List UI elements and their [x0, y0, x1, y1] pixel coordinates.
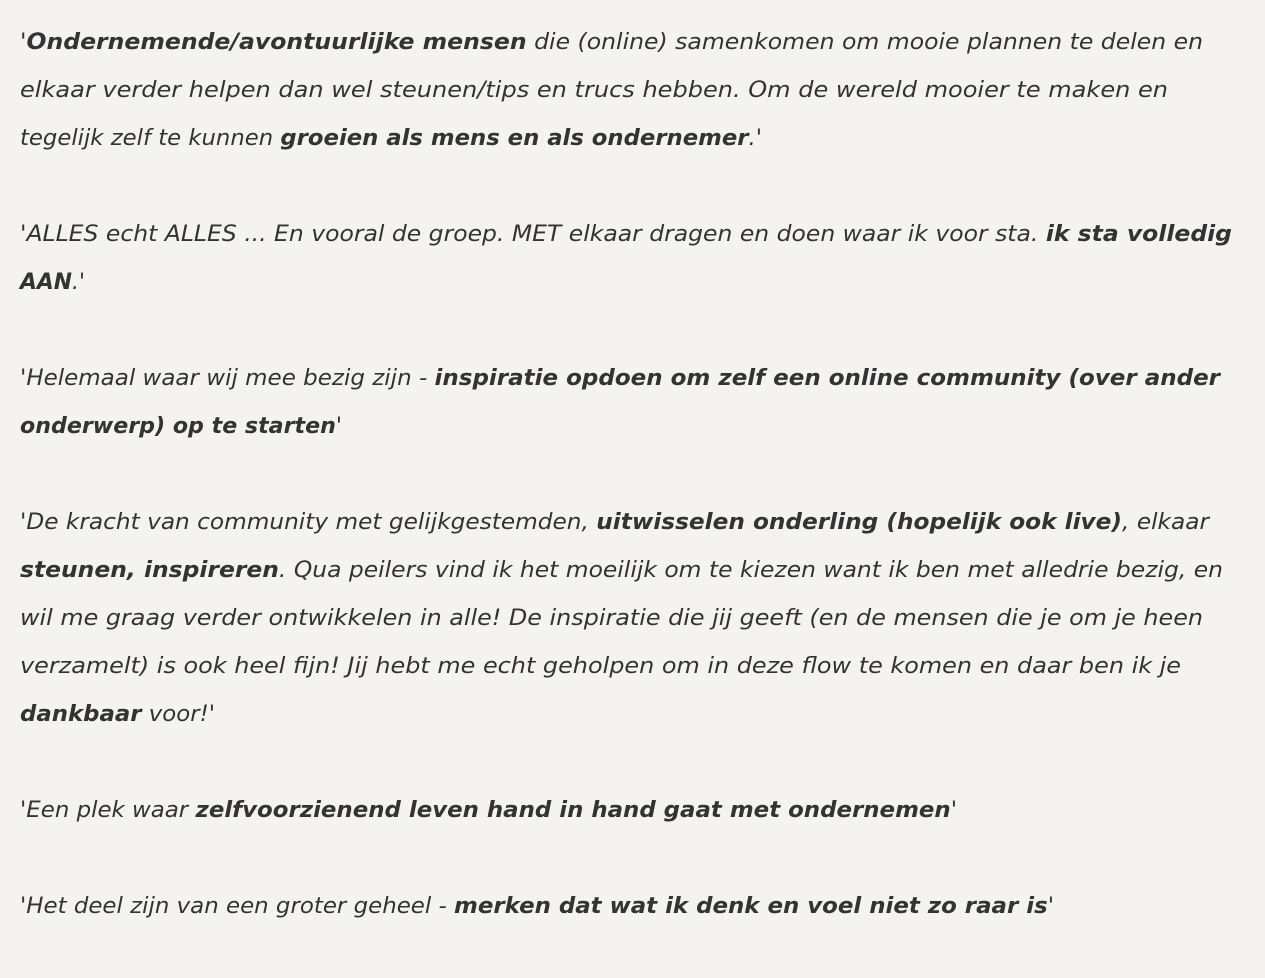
quote-text: ': [950, 797, 957, 823]
quote-text: ': [20, 29, 27, 55]
quote-2: [20, 210, 1245, 306]
emphasis-text: uitwisselen onderling (hopelijk ook live): [596, 509, 1123, 535]
quote-line: [20, 114, 762, 162]
emphasis-text: ik sta volledig: [1045, 221, 1232, 247]
quote-text: wil me graag verder ontwikkelen in alle! De inspiratie die jij geeft (en de mensen die je om je heen: [20, 605, 1203, 631]
emphasis-text: dankbaar: [20, 701, 142, 727]
quote-text: , elkaar: [1122, 509, 1209, 535]
emphasis-text: inspiratie opdoen om zelf een online community (over ander: [434, 365, 1220, 391]
quote-line: [20, 882, 1054, 930]
quote-text: 'Het deel zijn van een groter geheel -: [20, 893, 455, 919]
quote-line: [20, 354, 1220, 402]
quote-5: [20, 786, 1245, 834]
quote-line: [20, 690, 215, 738]
quote-text: tegelijk zelf te kunnen: [20, 125, 281, 151]
emphasis-text: zelfvoorzienend leven hand in hand gaat met ondernemen: [195, 797, 951, 823]
quote-line: [20, 18, 1203, 66]
quote-text: 'Helemaal waar wij mee bezig zijn -: [20, 365, 435, 391]
quote-text: verzamelt) is ook heel fijn! Jij hebt me echt geholpen om in deze flow te komen en daar ben ik je: [20, 653, 1181, 679]
quote-text: . Qua peilers vind ik het moeilijk om te kiezen want ik ben met alledrie bezig, en: [278, 557, 1223, 583]
quote-text: die (online) samenkomen om mooie plannen te delen en: [526, 29, 1203, 55]
emphasis-text: Ondernemende/avontuurlijke mensen: [26, 29, 527, 55]
quote-text: ': [1047, 893, 1054, 919]
emphasis-text: steunen, inspireren: [20, 557, 279, 583]
quote-line: [20, 594, 1203, 642]
quote-line: [20, 66, 1168, 114]
emphasis-text: groeien als mens en als ondernemer: [280, 125, 749, 151]
quote-text: 'Een plek waar: [20, 797, 196, 823]
quote-text: 'ALLES echt ALLES ... En vooral de groep. MET elkaar dragen en doen waar ik voor sta.: [20, 221, 1046, 247]
quote-line: [20, 546, 1223, 594]
quote-line: [20, 258, 85, 306]
quote-line: [20, 402, 342, 450]
quote-text: .': [748, 125, 762, 151]
quote-line: [20, 642, 1181, 690]
emphasis-text: AAN: [20, 269, 73, 295]
quote-text: .': [72, 269, 85, 295]
quote-text: ': [335, 413, 342, 439]
emphasis-text: onderwerp) op te starten: [20, 413, 336, 439]
quote-line: [20, 498, 1209, 546]
quote-6: [20, 882, 1245, 930]
quote-text: 'De kracht van community met gelijkgestemden,: [20, 509, 597, 535]
quote-line: [20, 786, 957, 834]
quote-1: [20, 18, 1245, 162]
quote-text: voor!': [141, 701, 215, 727]
emphasis-text: merken dat wat ik denk en voel niet zo raar is: [454, 893, 1048, 919]
quote-text: elkaar verder helpen dan wel steunen/tips en trucs hebben. Om de wereld mooier te maken en: [20, 77, 1168, 103]
quote-4: [20, 498, 1245, 738]
quote-line: [20, 210, 1232, 258]
quotes-list: [20, 18, 1245, 978]
quote-3: [20, 354, 1245, 450]
